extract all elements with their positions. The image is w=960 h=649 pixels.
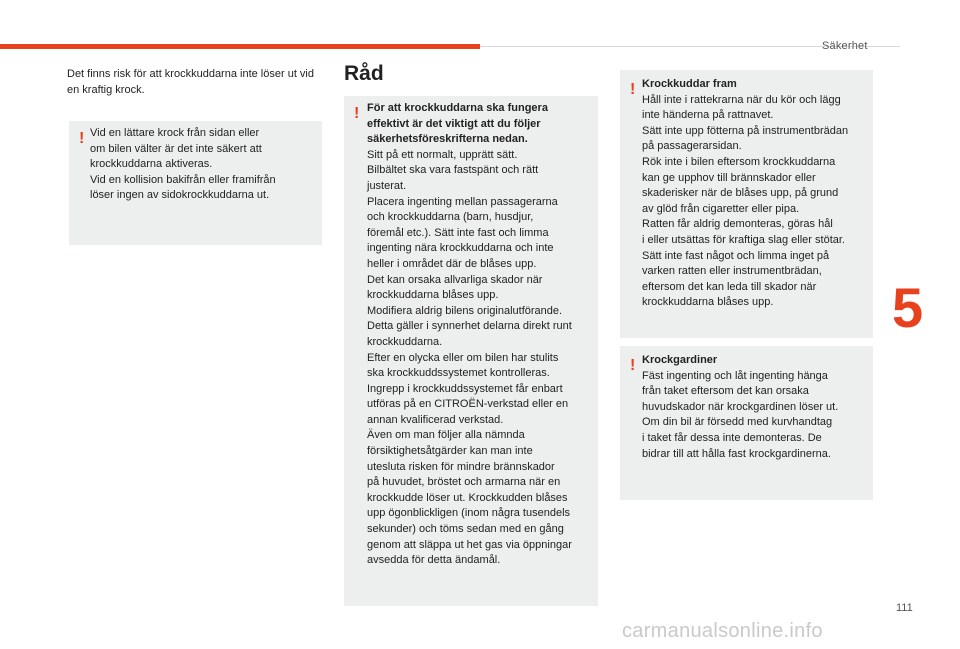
front-airbags-line: Håll inte i rattekrarna när du kör och lägg xyxy=(642,93,841,106)
advice-bold-line: effektivt är det viktigt att du följer xyxy=(367,117,541,130)
advice-heading: Råd xyxy=(344,62,384,85)
advice-line: Placera ingenting mellan passagerarna xyxy=(367,195,558,208)
exclamation-warning-icon: ! xyxy=(354,105,360,122)
warning-line: om bilen välter är det inte säkert att xyxy=(90,142,262,155)
advice-line: Detta gäller i synnerhet delarna direkt runt xyxy=(367,320,572,333)
front-airbags-text xyxy=(642,77,873,311)
front-airbags-line: eftersom det kan leda till skador när xyxy=(642,280,817,293)
warning-box-advice xyxy=(344,96,598,606)
exclamation-warning-icon: ! xyxy=(79,130,85,147)
warning-text xyxy=(90,126,318,204)
front-airbags-line: av glöd från cigaretter eller pipa. xyxy=(642,202,800,215)
advice-line: annan kvalificerad verkstad. xyxy=(367,413,504,426)
curtain-airbags-line: i taket får dessa inte demonteras. De xyxy=(642,431,822,444)
front-airbags-line: skaderisker när de blåses upp, på grund xyxy=(642,187,839,200)
front-airbags-line: kan ge upphov till brännskador eller xyxy=(642,171,816,184)
curtain-airbags-line: Fäst ingenting och låt ingenting hänga xyxy=(642,369,828,382)
advice-line: på huvudet, bröstet och armarna när en xyxy=(367,476,561,489)
warning-line: Vid en kollision bakifrån eller framifrån xyxy=(90,173,276,186)
warning-box-side-impact xyxy=(69,121,322,245)
curtain-airbags-line: Om din bil är försedd med kurvhandtag xyxy=(642,416,833,429)
advice-line: avsedda för detta ändamål. xyxy=(367,554,501,567)
front-airbags-line: Sätt inte fast något och limma inget på xyxy=(642,249,830,262)
section-title: Säkerhet xyxy=(822,40,868,52)
advice-line: heller i området där de blåses upp. xyxy=(367,257,537,270)
advice-line: krockkudde löser ut. Krockkudden blåses xyxy=(367,491,568,504)
front-airbags-line: i eller utsättas för kraftiga slag eller stötar. xyxy=(642,233,845,246)
warning-box-curtain-airbags xyxy=(620,346,873,500)
exclamation-warning-icon: ! xyxy=(630,357,636,374)
advice-line: föremål etc.). Sätt inte fast och limma xyxy=(367,226,549,239)
curtain-airbags-line: från taket eftersom det kan orsaka xyxy=(642,385,809,398)
advice-line: sekunder) och töms sedan med en gång xyxy=(367,523,564,536)
advice-line: Bilbältet ska vara fastspänt och rätt xyxy=(367,164,539,177)
advice-line: Efter en olycka eller om bilen har stulits xyxy=(367,351,559,364)
advice-line: ingenting nära krockkuddarna och inte xyxy=(367,242,554,255)
front-airbags-line: inte händerna på rattnavet. xyxy=(642,109,774,122)
intro-text: Det finns risk för att krockkuddarna inte löser ut vid en kraftig krock. xyxy=(67,68,314,96)
warning-line: löser ingen av sidokrockkuddarna ut. xyxy=(90,189,270,202)
advice-line: Även om man följer alla nämnda xyxy=(367,429,525,442)
advice-line: Modifiera aldrig bilens originalutförande. xyxy=(367,304,563,317)
warning-line: Vid en lättare krock från sidan eller xyxy=(90,127,260,139)
exclamation-warning-icon: ! xyxy=(630,81,636,98)
front-airbags-line: varken ratten eller instrumentbrädan, xyxy=(642,265,822,278)
advice-line: utesluta risken för mindre brännskador xyxy=(367,460,555,473)
curtain-airbags-line: huvudskador när krockgardinen löser ut. xyxy=(642,400,839,413)
advice-line: krockkuddarna blåses upp. xyxy=(367,289,499,302)
front-airbags-line: krockkuddarna blåses upp. xyxy=(642,296,774,309)
curtain-airbags-text xyxy=(642,353,873,462)
front-airbags-line: Ratten får aldrig demonteras, göras hål xyxy=(642,218,833,231)
front-airbags-title: Krockkuddar fram xyxy=(642,78,737,90)
advice-text xyxy=(367,101,597,569)
advice-line: utföras på en CITROËN-verkstad eller en xyxy=(367,398,569,411)
advice-line: ska krockkuddssystemet kontrolleras. xyxy=(367,367,550,380)
advice-line: och krockkuddarna (barn, husdjur, xyxy=(367,211,534,224)
warning-line: krockkuddarna aktiveras. xyxy=(90,158,213,171)
front-airbags-line: på passagerarsidan. xyxy=(642,140,742,153)
header-accent-bar xyxy=(0,44,480,49)
page-number: 111 xyxy=(896,602,913,614)
watermark: carmanualsonline.info xyxy=(622,620,823,642)
chapter-number: 5 xyxy=(892,276,924,339)
advice-line: krockkuddarna. xyxy=(367,335,443,348)
advice-line: Ingrepp i krockkuddssystemet får enbart xyxy=(367,382,563,395)
warning-box-front-airbags xyxy=(620,70,873,338)
advice-line: Det kan orsaka allvarliga skador när xyxy=(367,273,543,286)
advice-line: justerat. xyxy=(367,179,407,192)
advice-bold-line: För att krockkuddarna ska fungera xyxy=(367,102,548,114)
front-airbags-line: Rök inte i bilen eftersom krockkuddarna xyxy=(642,155,836,168)
advice-line: försiktighetsåtgärder kan man inte xyxy=(367,445,533,458)
front-airbags-line: Sätt inte upp fötterna på instrumentbrädan xyxy=(642,124,849,137)
advice-bold-line: säkerhetsföreskrifterna nedan. xyxy=(367,133,528,146)
advice-line: upp ögonblickligen (inom några tusendels xyxy=(367,507,571,520)
advice-line: Sitt på ett normalt, upprätt sätt. xyxy=(367,148,518,161)
curtain-airbags-line: bidrar till att hålla fast krockgardinerna. xyxy=(642,447,831,460)
curtain-airbags-title: Krockgardiner xyxy=(642,354,718,366)
advice-line: genom att släppa ut het gas via öppningar xyxy=(367,538,572,551)
